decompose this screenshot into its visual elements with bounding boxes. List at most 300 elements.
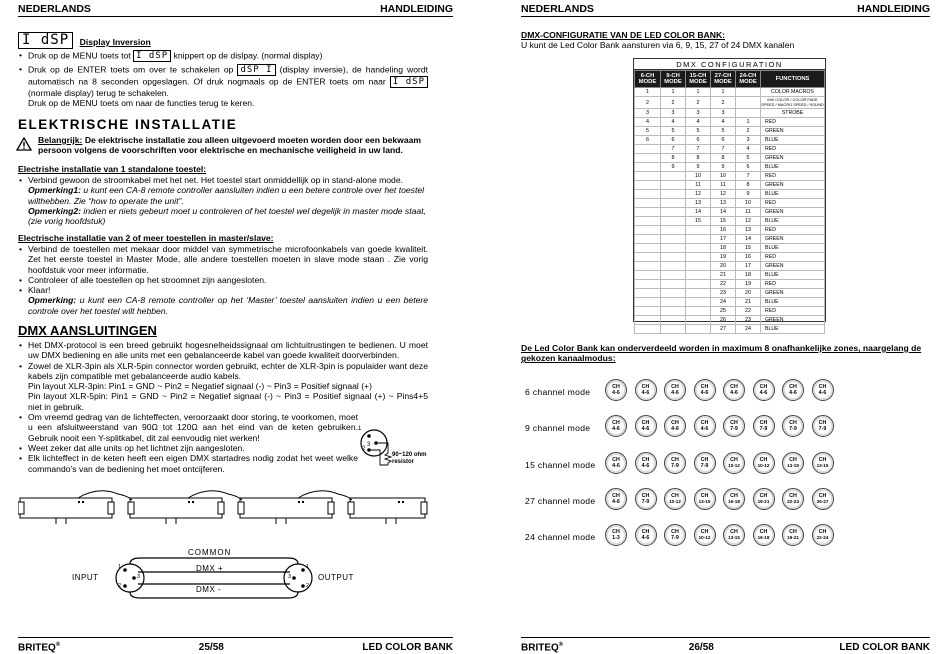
channel-cell (661, 325, 686, 334)
dmx-pin-layout-3: Pin layout XLR-3pin: Pin1 = GND ~ Pin2 = Negatief signaal (-) ~ Pin3 = Positief signaal (+) (28, 381, 372, 392)
important-note (38, 135, 428, 156)
footer-brand (18, 642, 60, 653)
page-footer (18, 637, 453, 653)
function-cell: RED (761, 172, 825, 181)
table-body (635, 88, 825, 334)
master-slave-title: Electrische installatie van 2 of meer toestellen in master/slave: (18, 233, 274, 243)
function-cell: RED (761, 145, 825, 154)
channel-cell: 7 (711, 145, 736, 154)
zone-channel-range: 4-6 (700, 390, 709, 396)
channel-cell (661, 262, 686, 271)
note-1-label: Opmerking1: (28, 185, 82, 196)
zone-ch-label: CH (730, 384, 738, 390)
zone-circle (723, 524, 745, 546)
header-manual: HANDLEIDING (857, 3, 930, 15)
function-cell: GREEN (761, 289, 825, 298)
master-bullet-2: • Controleer of alle toestellen op het stroomnet zijn aangesloten. (18, 275, 428, 285)
channel-mode-row (525, 379, 835, 407)
zone-ch-label: CH (759, 420, 768, 426)
channel-cell (686, 253, 711, 262)
channel-cell: 5 (635, 127, 661, 136)
channel-cell: 4 (711, 118, 736, 127)
common-label: COMMON (188, 548, 232, 557)
zone-ch-label: CH (730, 493, 738, 499)
function-cell: STROBE (761, 109, 825, 118)
channel-cell: 21 (736, 298, 761, 307)
channel-cell: 16 (711, 226, 736, 235)
zone-circle (694, 524, 716, 546)
channel-cell: 20 (736, 289, 761, 298)
channel-cell: 4 (635, 118, 661, 127)
note-2-text: indien er niets gebeurt moet u controleren of het toestel wel degelijk in master mode staat, (zie vorig hoofdstuk) (28, 205, 426, 227)
zone-ch-label: CH (612, 420, 620, 426)
zone-channel-range: 16-18 (757, 535, 770, 540)
channel-cell: 14 (736, 235, 761, 244)
function-cell: RED (761, 280, 825, 289)
zone-channel-range: 4-6 (641, 463, 650, 469)
channel-cell: 12 (711, 190, 736, 199)
function-cell: RED (761, 118, 825, 127)
table-row (635, 172, 825, 181)
channel-cell: 1 (635, 88, 661, 97)
zone-ch-label: CH (641, 384, 650, 390)
channel-cell: 6 (711, 136, 736, 145)
channel-cell (661, 181, 686, 190)
zone-circle (782, 524, 804, 546)
function-cell: GREEN (761, 154, 825, 163)
zone-circle (635, 415, 657, 437)
channel-cell (661, 217, 686, 226)
zone-channel-range: 7-9 (671, 463, 679, 469)
function-cell: BLUE (761, 190, 825, 199)
zone-ch-label: CH (818, 493, 827, 499)
channel-cell (661, 289, 686, 298)
zone-ch-label: CH (818, 384, 827, 390)
footer-product: LED COLOR BANK (362, 642, 453, 653)
electrical-title: ELEKTRISCHE INSTALLATIE (18, 117, 238, 132)
channel-cell: 20 (711, 262, 736, 271)
footer-registered-mark: ® (55, 641, 61, 648)
zone-circle (812, 415, 834, 437)
input-pin-2: 2 (118, 583, 122, 589)
zone-ch-label: CH (671, 384, 679, 390)
pin-3-label: 3 (367, 442, 371, 448)
zone-circle (782, 379, 804, 401)
zone-ch-label: CH (700, 457, 709, 463)
channel-mode-row (525, 415, 835, 443)
channel-cell (635, 271, 661, 280)
channel-cell: 24 (711, 298, 736, 307)
zone-channel-range: 13-15 (787, 463, 799, 468)
zone-circle (664, 452, 686, 474)
zone-ch-label: CH (671, 420, 679, 426)
zone-channel-range: 16-18 (728, 499, 740, 504)
zone-channel-range: 4-6 (671, 426, 679, 432)
channel-cell (686, 235, 711, 244)
input-pin-3: 3 (137, 574, 141, 580)
channel-cell: 9 (711, 163, 736, 172)
table-header-cell: 9-CH MODE (661, 71, 686, 88)
warning-icon (16, 137, 32, 156)
table-header-cell: 6-CH MODE (635, 71, 661, 88)
display-inversion-title: Display Inversion (79, 37, 151, 47)
dmx-bullet-1: • Het DMX-protocol is een breed gebruikt hogesnelheidssignaal om lichtuitrustingen te bedienen. U moet uw DMX bediening en alle units met een gebalanceerde kabel van goede kwaliteit doorverbinden. (18, 340, 428, 361)
channel-cell: 12 (736, 217, 761, 226)
important-text: De elektrische installatie zou alleen uitgevoerd moeten worden door een bekwaam persoon volgens de voorschriften voor elektrische en mechanische veiligheid in uw land. (38, 135, 422, 156)
channel-cell: 17 (711, 235, 736, 244)
channel-cell: 5 (711, 127, 736, 136)
channel-mode-row (525, 524, 835, 552)
channel-cell (661, 226, 686, 235)
function-cell: GREEN (761, 208, 825, 217)
zone-ch-label: CH (789, 529, 797, 535)
zone-channel-range: 4-6 (612, 390, 620, 396)
channel-cell (635, 181, 661, 190)
zone-circle (782, 488, 804, 510)
channel-cell: 6 (686, 136, 711, 145)
channel-cell (661, 190, 686, 199)
table-row (635, 307, 825, 316)
channel-cell (635, 280, 661, 289)
note-2 (18, 206, 428, 227)
display-inversion-bullets (18, 50, 428, 109)
master-slave-section (18, 244, 428, 316)
channel-cell: 12 (686, 190, 711, 199)
footer-page-number: 26/58 (688, 642, 714, 653)
channel-cell: 4 (661, 118, 686, 127)
channel-cell: 7 (736, 172, 761, 181)
zone-circle (664, 488, 686, 510)
channel-cell: 7 (661, 145, 686, 154)
channel-mode-label: 24 channel mode (525, 532, 596, 542)
display-bullet-2 (18, 64, 428, 109)
channel-cell: 3 (635, 109, 661, 118)
function-cell: MIX COLOR / COLOR FADE SPEED / MACRO SPEED / SOUND (761, 97, 824, 107)
zone-circle (723, 452, 745, 474)
zone-ch-label: CH (700, 493, 709, 499)
zone-circle (782, 415, 804, 437)
standalone-bullet: • Verbind gewoon de stroomkabel met het net. Het toestel start onmiddellijk op in stand-alone mode. (18, 175, 428, 185)
zone-circle (753, 524, 775, 546)
lcd-inline-icon: I dSP (133, 50, 171, 62)
channel-cell: 8 (661, 154, 686, 163)
table-row (635, 244, 825, 253)
channel-cell: 18 (736, 271, 761, 280)
note-3 (18, 295, 428, 316)
channel-mode-label: 15 channel mode (525, 460, 596, 470)
zone-ch-label: CH (700, 420, 709, 426)
display-bullet-2-text-b: (display inversie), de handeling wordt automatisch na 8 seconden opgeslagen. Of druk nogmaals op de ENTER toets om naar (28, 64, 429, 87)
zone-channel-range: 13-15 (816, 463, 829, 468)
table-row (635, 109, 825, 118)
channel-cell (635, 226, 661, 235)
zone-ch-label: CH (759, 457, 768, 463)
channel-cell: 13 (686, 199, 711, 208)
function-cell: RED (761, 253, 825, 262)
table-header-row (635, 71, 825, 88)
zone-channel-range: 10-12 (728, 463, 740, 468)
function-cell: GREEN (761, 181, 825, 190)
function-cell: BLUE (761, 163, 825, 172)
note-2-label: Opmerking2: (28, 205, 82, 216)
channel-cell: 8 (736, 181, 761, 190)
dmx-bullet-5: • Elk lichteffect in de keten heeft een eigen DMX startadres nodig zodat het weet welke commando’s van de bediening het moet ontcijferen. (18, 453, 358, 474)
zone-channel-range: 19-21 (757, 499, 770, 504)
channel-cell: 15 (686, 217, 711, 226)
display-bullet-2-text-a: Druk op de ENTER toets om over te schakelen op (28, 64, 234, 75)
table-row (635, 136, 825, 145)
function-cell: BLUE (761, 325, 825, 334)
channel-cell: 2 (686, 97, 711, 109)
table-row (635, 118, 825, 127)
dmx-config-table (633, 58, 826, 332)
channel-cell: 24 (736, 325, 761, 334)
channel-cell: 4 (686, 118, 711, 127)
xlr-wiring-diagram (70, 548, 370, 600)
channel-cell: 25 (711, 307, 736, 316)
function-cell: COLOR MACROS (761, 88, 825, 97)
zones-title: De Led Color Bank kan onderverdeeld worden in maximum 8 onafhankelijke zones, naargelang de gekozen kanaalmodus: (521, 343, 922, 364)
channel-cell: 5 (661, 127, 686, 136)
zone-ch-label: CH (641, 457, 650, 463)
function-cell: BLUE (761, 271, 825, 280)
channel-cell (686, 280, 711, 289)
output-pin-3: 3 (288, 574, 292, 580)
channel-cell (635, 262, 661, 271)
channel-cell (635, 325, 661, 334)
zone-channel-range: 10-12 (669, 499, 681, 504)
zone-circle (723, 488, 745, 510)
zone-channel-range: 19-21 (787, 535, 799, 540)
page-header (18, 0, 453, 17)
channel-cell (686, 307, 711, 316)
zone-channel-range: 4-6 (612, 463, 620, 469)
dmx-title: DMX AANSLUITINGEN (18, 323, 157, 338)
zone-ch-label: CH (730, 420, 738, 426)
header-language: NEDERLANDS (521, 3, 594, 15)
note-1-text: u kunt een CA-8 remote controller aansluiten indien u een betere controle over het toestel wilthebben. Zie “how to operate the unit”. (28, 185, 425, 206)
table-header-cell: 24-CH MODE (736, 71, 761, 88)
table-row (635, 280, 825, 289)
zone-circle (605, 488, 627, 510)
zone-circle (753, 379, 775, 401)
channel-cell (661, 298, 686, 307)
master-bullet-3: • Klaar! (18, 285, 428, 295)
fixture-chain-diagram (18, 488, 430, 528)
zone-ch-label: CH (789, 493, 797, 499)
channel-cell: 23 (736, 316, 761, 325)
function-cell: GREEN (761, 262, 825, 271)
zone-ch-label: CH (671, 529, 679, 535)
channel-cell: 10 (711, 172, 736, 181)
zone-circle (664, 379, 686, 401)
table-row (635, 271, 825, 280)
table-header-cell: 27-CH MODE (711, 71, 736, 88)
zone-ch-label: CH (759, 384, 768, 390)
table-header-cell: 15-CH MODE (686, 71, 711, 88)
channel-cell: 13 (736, 226, 761, 235)
channel-cell (661, 307, 686, 316)
zone-ch-label: CH (818, 529, 827, 535)
channel-cell (635, 208, 661, 217)
zone-channel-range: 7-9 (730, 426, 738, 432)
zone-channel-range: 10-12 (698, 535, 711, 540)
note-3-text: u kunt een CA-8 remote controller op het ‘Master’ toestel aansluiten indien u een betere controle over het toestel wilt hebben. (28, 295, 429, 316)
channel-cell (686, 271, 711, 280)
channel-cell: 6 (661, 136, 686, 145)
function-cell: GREEN (761, 316, 825, 325)
channel-cell: 3 (686, 109, 711, 118)
channel-cell (635, 190, 661, 199)
channel-cell (635, 217, 661, 226)
zone-circle (812, 488, 834, 510)
channel-cell (661, 244, 686, 253)
footer-page-number: 25/58 (198, 642, 224, 653)
display-inversion-title-row (18, 32, 151, 50)
output-pin-1: 1 (306, 564, 310, 570)
channel-cell: 8 (711, 154, 736, 163)
channel-cell: 14 (686, 208, 711, 217)
channel-cell (686, 325, 711, 334)
function-cell: GREEN (761, 235, 825, 244)
zone-circle (664, 415, 686, 437)
channel-cell: 11 (711, 181, 736, 190)
channel-cell (635, 154, 661, 163)
channel-cell: 22 (711, 280, 736, 289)
function-cell: BLUE (761, 217, 825, 226)
zone-ch-label: CH (700, 384, 709, 390)
channel-cell: 2 (661, 97, 686, 109)
resistor-label: 90~120 ohm resistor (392, 452, 427, 465)
footer-registered-mark: ® (558, 641, 564, 648)
table-row (635, 199, 825, 208)
channel-cell: 8 (686, 154, 711, 163)
zone-ch-label: CH (671, 493, 679, 499)
channel-cell: 3 (661, 109, 686, 118)
table-title: DMX CONFIGURATION (634, 59, 825, 70)
footer-product: LED COLOR BANK (839, 642, 930, 653)
zone-ch-label: CH (730, 529, 738, 535)
channel-cell (661, 199, 686, 208)
standalone-section (18, 175, 428, 226)
channel-cell: 1 (686, 88, 711, 97)
channel-cell (661, 280, 686, 289)
zone-channel-range: 7-9 (641, 499, 650, 505)
table-row (635, 217, 825, 226)
zone-circle (694, 452, 716, 474)
note-3-label: Opmerking: (28, 295, 77, 306)
zone-channel-range: 4-6 (700, 426, 709, 432)
zone-ch-label: CH (641, 420, 650, 426)
lcd-inline-icon: I dSP (390, 76, 428, 88)
channel-cell (661, 235, 686, 244)
zone-ch-label: CH (818, 420, 827, 426)
channel-cell: 15 (736, 244, 761, 253)
pin-2-label: 2 (362, 446, 366, 452)
table-header-cell: FUNCTIONS (761, 71, 825, 88)
page-footer (521, 637, 930, 653)
page-header (521, 0, 930, 17)
table-row (635, 208, 825, 217)
channel-cell (635, 172, 661, 181)
channel-cell (661, 253, 686, 262)
channel-cell (686, 244, 711, 253)
zone-channel-range: 22-24 (816, 535, 829, 540)
channel-cell (635, 316, 661, 325)
channel-mode-label: 27 channel mode (525, 496, 596, 506)
channel-cell (736, 97, 761, 109)
dmx-bullet-2 (18, 361, 428, 412)
config-subtitle: U kunt de Led Color Bank aansturen via 6, 9, 15, 27 of 24 DMX kanalen (521, 40, 795, 50)
channel-cell: 10 (686, 172, 711, 181)
channel-cell: 6 (635, 136, 661, 145)
function-cell: RED (761, 307, 825, 316)
zone-ch-label: CH (759, 493, 768, 499)
dmx-bullet-4: • Weet zeker dat alle units op het lichtnet zijn aangesloten. (18, 443, 358, 453)
resistor-diagram (358, 425, 433, 470)
zone-circle (694, 379, 716, 401)
channel-cell (736, 109, 761, 118)
dmx-bullet-2-text: Zowel de XLR-3pin als XLR-5pin connector worden gebruikt, echter de XLR-3pin is populaider want deze kabels zijn compatible met gebalanceerde audio kabels. (28, 360, 428, 381)
channel-cell: 21 (711, 271, 736, 280)
channel-cell: 1 (711, 88, 736, 97)
zone-channel-range: 4-6 (730, 390, 738, 396)
zone-channel-range: 1-3 (612, 535, 620, 541)
zone-channel-range: 4-6 (818, 390, 827, 396)
channel-cell (635, 298, 661, 307)
table-row (635, 190, 825, 199)
channel-cell (635, 235, 661, 244)
channel-cell (635, 163, 661, 172)
zone-channel-range: 4-6 (789, 390, 797, 396)
footer-brand-name: BRITEQ (521, 642, 559, 653)
zone-circle (605, 415, 627, 437)
channel-cell: 14 (711, 208, 736, 217)
function-cell: BLUE (761, 136, 825, 145)
zone-channel-range: 4-6 (641, 535, 650, 541)
channel-cell (661, 316, 686, 325)
zone-circle (694, 488, 716, 510)
channel-cell: 2 (711, 97, 736, 109)
dmx-minus-label: DMX - (196, 585, 222, 594)
channel-cell: 2 (635, 97, 661, 109)
zone-circle (605, 524, 627, 546)
channel-cell: 27 (711, 325, 736, 334)
channel-cell (661, 172, 686, 181)
zone-ch-label: CH (730, 457, 738, 463)
channel-mode-label: 9 channel mode (525, 423, 591, 433)
right-page (475, 0, 950, 654)
footer-brand-name: BRITEQ (18, 642, 56, 653)
dmx-bullet-3: • Om vreemd gedrag van de lichteffecten, veroorzaakt door storing, te voorkomen, moet u een afsluitweerstand van 90Ω tot 120Ω aan het eind van de keten gebruiken. Gebruik nooit een Y-splitkabel, dit zal eenvoudig niet werken! (18, 412, 358, 443)
channel-cell: 16 (736, 253, 761, 262)
zone-channel-range: 7-9 (789, 426, 797, 432)
zone-circle (664, 524, 686, 546)
zone-circle (782, 452, 804, 474)
channel-cell (635, 244, 661, 253)
table-row (635, 325, 825, 334)
zone-channel-range: 4-6 (759, 390, 768, 396)
channel-cell: 5 (736, 154, 761, 163)
channel-cell: 6 (736, 163, 761, 172)
zone-circle (635, 488, 657, 510)
channel-cell (635, 289, 661, 298)
channel-cell (686, 316, 711, 325)
table-row (635, 181, 825, 190)
zone-ch-label: CH (818, 457, 827, 463)
output-pin-2: 2 (306, 583, 310, 589)
table-row (635, 253, 825, 262)
